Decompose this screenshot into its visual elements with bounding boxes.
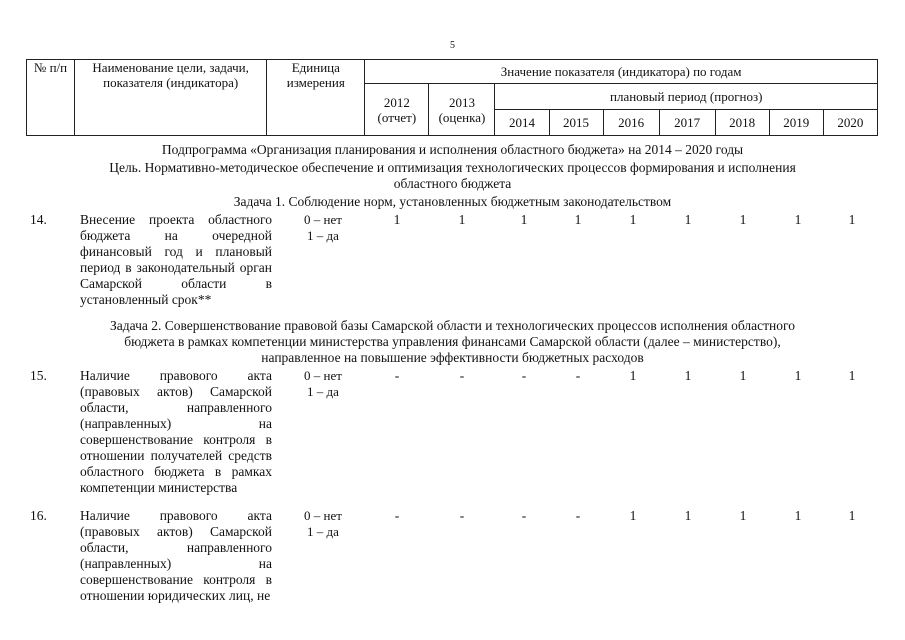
row-number: 15. xyxy=(30,368,47,383)
row-value: 1 xyxy=(739,508,747,523)
row-value: 1 xyxy=(848,212,856,227)
header-2013-note: (оценка) xyxy=(438,109,486,125)
page-number: 5 xyxy=(450,40,455,51)
header-year: 2020 xyxy=(823,110,877,136)
row-unit xyxy=(290,508,356,540)
row-value: 1 xyxy=(848,368,856,383)
row-value: 1 xyxy=(629,368,637,383)
row-value: 1 xyxy=(629,508,637,523)
row-unit-no: 0 – нет xyxy=(304,212,342,227)
row-value: 1 xyxy=(739,212,747,227)
row-value: - xyxy=(521,508,527,523)
row-value: 1 xyxy=(574,212,582,227)
row-value: 1 xyxy=(794,212,802,227)
row-value: - xyxy=(459,368,465,383)
header-year: 2018 xyxy=(715,110,769,136)
task-1: Задача 1. Соблюдение норм, установленных бюджетным законодательством xyxy=(233,194,672,209)
row-unit xyxy=(290,368,356,400)
row-value: 1 xyxy=(794,508,802,523)
row-unit xyxy=(290,212,356,244)
row-value: 1 xyxy=(684,508,692,523)
task-2-line-3: направленное на повышение эффективности бюджетных расходов xyxy=(261,350,644,365)
header-values: Значение показателя (индикатора) по годам xyxy=(365,60,878,84)
row-value: 1 xyxy=(739,368,747,383)
row-value: - xyxy=(459,508,465,523)
header-year: 2017 xyxy=(659,110,715,136)
header-2013-year: 2013 xyxy=(448,94,475,110)
row-name: Наличие правового акта (правовых актов) Самарской области, направленного (направленных) на совершенствование контроля в отношении юридических лиц, не xyxy=(80,508,272,603)
row-value: - xyxy=(394,368,400,383)
row-value: - xyxy=(521,368,527,383)
header-year: 2016 xyxy=(603,110,659,136)
header-2012 xyxy=(365,84,429,136)
row-value: 1 xyxy=(520,212,528,227)
header-unit: Единица измерения xyxy=(267,60,365,136)
goal-line-1: Цель. Нормативно-методическое обеспечение и оптимизация технологических процессов формирования и исполнения xyxy=(109,160,796,175)
row-unit-yes: 1 – да xyxy=(307,384,339,399)
row-value: 1 xyxy=(848,508,856,523)
header-year: 2019 xyxy=(769,110,823,136)
row-value: 1 xyxy=(393,212,401,227)
row-value: - xyxy=(575,368,581,383)
row-unit-yes: 1 – да xyxy=(307,524,339,539)
row-name: Наличие правового акта (правовых актов) Самарской области, направленного (направленных) на совершенствование контроля в отношении получателей средств областного бюджета в рамках компетенции министерства xyxy=(80,368,272,495)
header-table xyxy=(26,59,878,136)
row-unit-yes: 1 – да xyxy=(307,228,339,243)
header-year: 2014 xyxy=(495,110,549,136)
row-number: 16. xyxy=(30,508,47,523)
header-num: № п/п xyxy=(27,60,75,136)
row-value: - xyxy=(394,508,400,523)
goal-line-2: областного бюджета xyxy=(393,176,512,191)
header-name: Наименование цели, задачи, показателя (индикатора) xyxy=(75,60,267,136)
row-value: 1 xyxy=(629,212,637,227)
row-number: 14. xyxy=(30,212,47,227)
row-value: - xyxy=(575,508,581,523)
row-value: 1 xyxy=(684,212,692,227)
row-name: Внесение проекта областного бюджета на очередной финансовый год и плановый период в законодательный орган Самарской области в установленный срок** xyxy=(80,212,272,307)
header-2012-note: (отчет) xyxy=(377,109,417,125)
row-unit-no: 0 – нет xyxy=(304,508,342,523)
header-2013 xyxy=(429,84,495,136)
subprogram-title: Подпрограмма «Организация планирования и исполнения областного бюджета» на 2014 – 2020 годы xyxy=(161,142,744,157)
row-unit-no: 0 – нет xyxy=(304,368,342,383)
header-2012-year: 2012 xyxy=(383,94,410,110)
header-plan: плановый период (прогноз) xyxy=(495,84,878,110)
task-2-line-1: Задача 2. Совершенствование правовой базы Самарской области и технологических процессов исполнения областного xyxy=(110,318,795,333)
row-value: 1 xyxy=(794,368,802,383)
row-value: 1 xyxy=(684,368,692,383)
header-year: 2015 xyxy=(549,110,603,136)
task-2-line-2: бюджета в рамках компетенции министерства управления финансами Самарской области (далее – министерство), xyxy=(124,334,781,349)
row-value: 1 xyxy=(458,212,466,227)
